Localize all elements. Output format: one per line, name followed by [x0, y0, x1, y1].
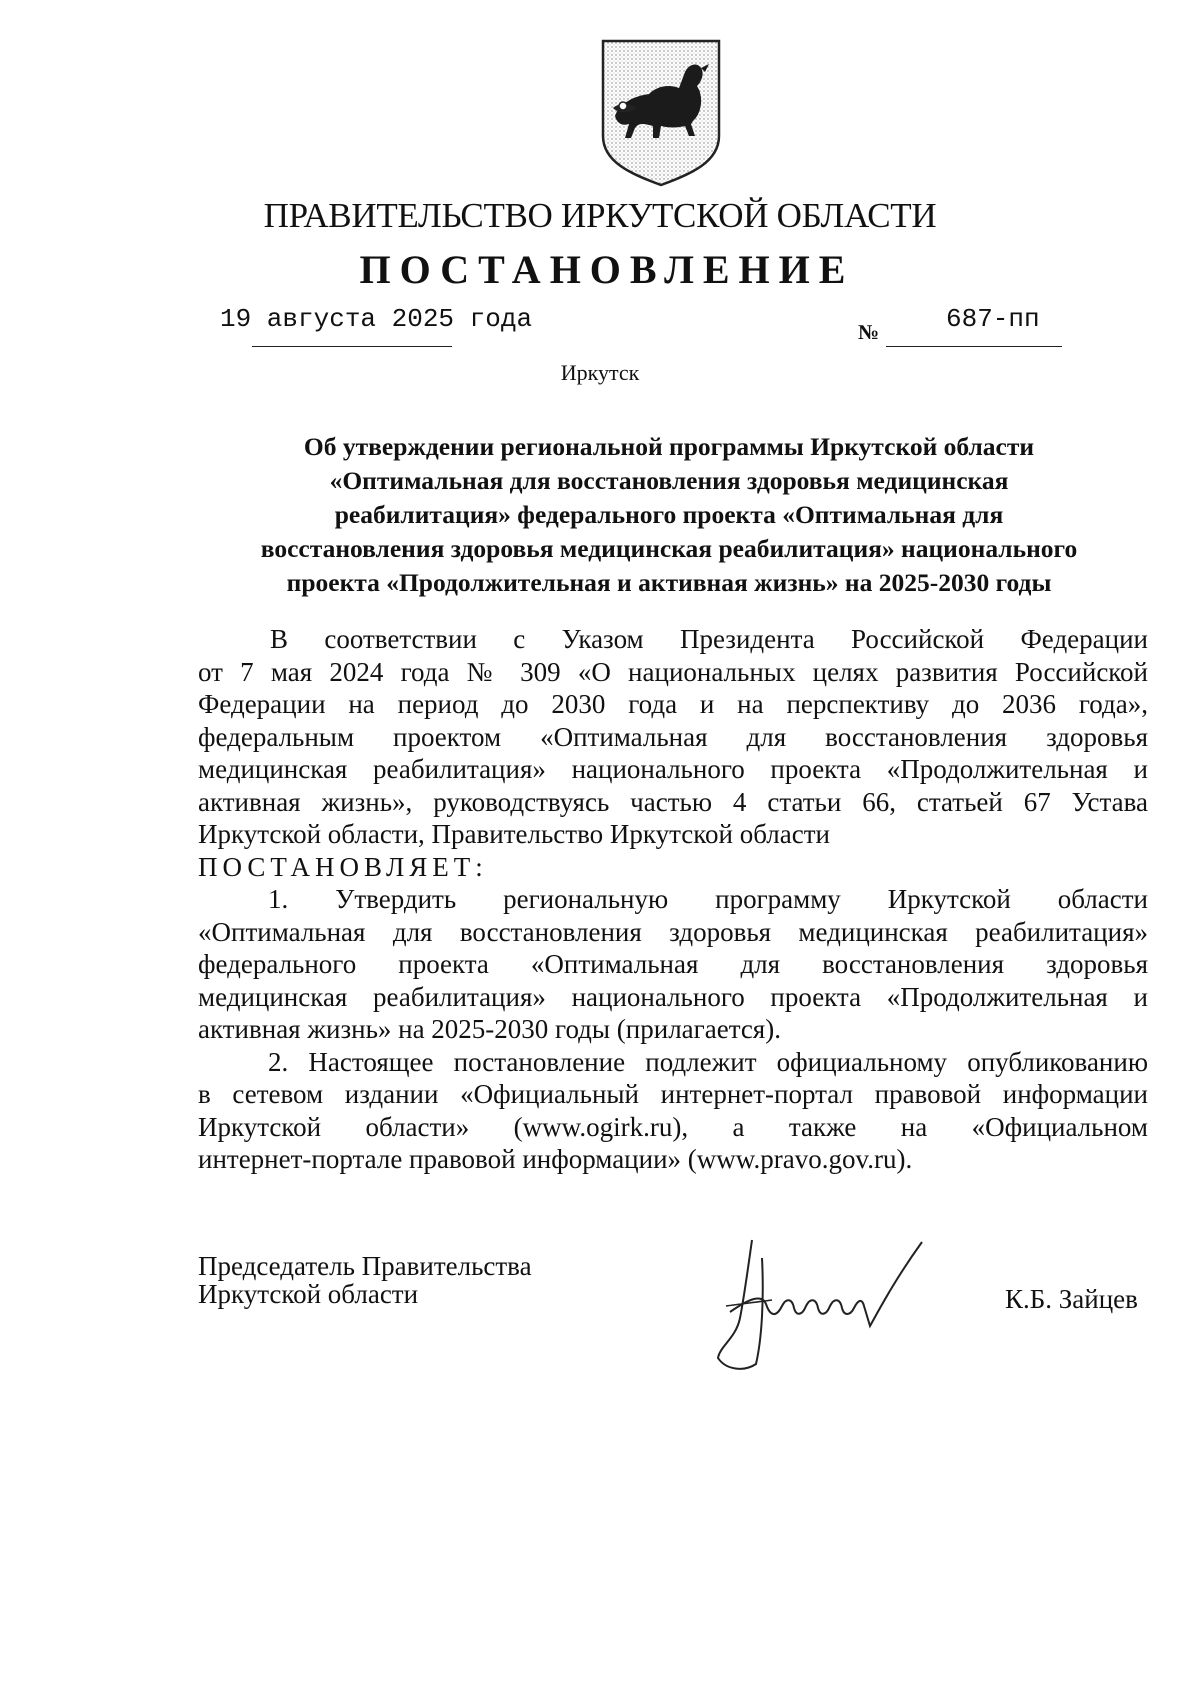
date-underline — [252, 346, 452, 347]
document-body — [198, 623, 1148, 1176]
item2-line: в сетевом издании «Официальный интернет-портал правовой информации — [198, 1079, 1148, 1109]
item1-line: «Оптимальная для восстановления здоровья медицинская реабилитация» — [198, 916, 1148, 947]
number-sign: № — [858, 320, 880, 344]
issuing-city: Иркутск — [560, 360, 640, 385]
document-subject — [190, 430, 1148, 600]
preamble-line: федеральным проектом «Оптимальная для восстановления здоровья — [198, 721, 1148, 752]
subject-line: «Оптимальная для восстановления здоровья медицинская — [329, 466, 1009, 495]
item1-line: медицинская реабилитация» национального проекта «Продолжительная и — [198, 981, 1148, 1012]
signatory-position-line: Председатель Правительства — [198, 1251, 532, 1281]
document-kind-title: ПОСТАНОВЛЕНИЕ — [359, 247, 855, 292]
preamble-line: активная жизнь», руководствуясь частью 4 статьи 66, статьей 67 Устава — [198, 786, 1148, 817]
government-title: ПРАВИТЕЛЬСТВО ИРКУТСКОЙ ОБЛАСТИ — [263, 196, 937, 235]
irkutsk-coat-of-arms-icon — [599, 38, 723, 188]
item2-line: Иркутской области» (www.ogirk.ru), а также на «Официальном — [198, 1111, 1148, 1142]
subject-line: реабилитация» федерального проекта «Оптимальная для — [334, 500, 1004, 529]
preamble-line: Иркутской области, Правительство Иркутской области — [198, 819, 830, 849]
signatory-position-line: Иркутской области — [198, 1279, 419, 1309]
preamble-line: медицинская реабилитация» национального проекта «Продолжительная и — [198, 754, 1148, 784]
item1-line: федерального проекта «Оптимальная для восстановления здоровья — [198, 949, 1148, 979]
subject-line: проекта «Продолжительная и активная жизнь» на 2025-2030 годы — [286, 568, 1052, 597]
preamble-line: Федерации на период до 2030 года и на перспективу до 2036 года», — [198, 689, 1148, 719]
handwritten-signature-icon — [700, 1228, 940, 1378]
item2-line: 2. Настоящее постановление подлежит официальному опубликованию — [268, 1046, 1148, 1077]
signatory-position — [198, 1252, 532, 1308]
resolves-heading: ПОСТАНОВЛЯЕТ: — [198, 851, 488, 882]
subject-line: Об утверждении региональной программы Иркутской области — [303, 432, 1035, 461]
preamble-line: от 7 мая 2024 года № 309 «О национальных целях развития Российской — [198, 656, 1148, 687]
item1-line: 1. Утвердить региональную программу Иркутской области — [268, 884, 1148, 914]
item2-line: интернет-портале правовой информации» (www.pravo.gov.ru). — [198, 1144, 913, 1174]
document-date: 19 августа 2025 года — [220, 304, 533, 334]
number-underline — [886, 346, 1062, 347]
signatory-name: К.Б. Зайцев — [1005, 1284, 1138, 1314]
preamble-line: В соответствии с Указом Президента Российской Федерации — [270, 624, 1148, 654]
subject-line: восстановления здоровья медицинская реабилитация» национального — [260, 534, 1078, 563]
item1-line: активная жизнь» на 2025-2030 годы (прилагается). — [198, 1014, 781, 1044]
document-number: 687-пп — [946, 304, 1040, 334]
